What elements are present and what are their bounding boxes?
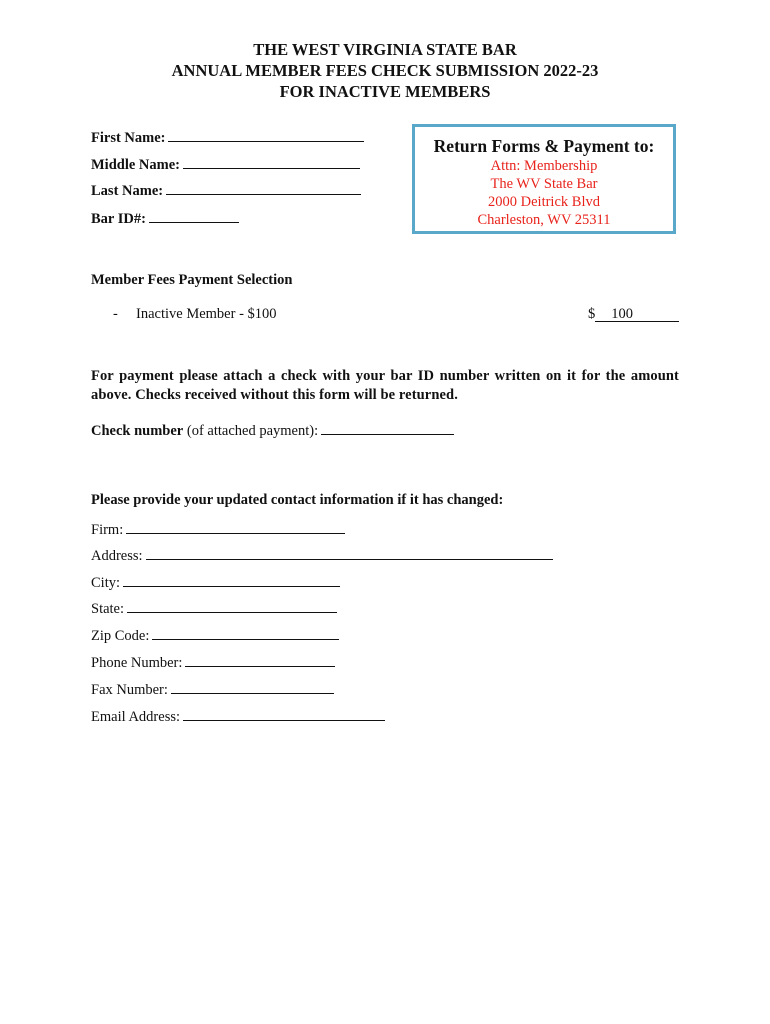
state-field[interactable] <box>127 599 337 613</box>
title-line-3: FOR INACTIVE MEMBERS <box>279 82 491 101</box>
zip-row <box>91 626 339 645</box>
first-name-row <box>91 128 364 147</box>
bar-id-label: Bar ID#: <box>91 211 146 227</box>
bar-id-row <box>91 209 239 228</box>
fax-label: Fax Number: <box>91 682 168 698</box>
last-name-field[interactable] <box>166 181 361 195</box>
return-street: 2000 Deitrick Blvd <box>488 194 600 210</box>
fax-row <box>91 680 334 699</box>
phone-row <box>91 653 335 672</box>
fee-bullet: - <box>113 306 118 322</box>
state-row <box>91 599 337 618</box>
last-name-row <box>91 181 361 200</box>
fee-amount-field[interactable]: 100 <box>595 307 679 322</box>
check-number-sub-label: (of attached payment): <box>186 423 319 439</box>
firm-row <box>91 520 345 539</box>
fee-amount-row <box>588 306 679 323</box>
phone-label: Phone Number: <box>91 655 183 671</box>
first-name-label: First Name: <box>91 130 166 146</box>
check-number-label: Check number <box>91 423 184 439</box>
check-number-field[interactable] <box>321 421 454 435</box>
email-field[interactable] <box>183 707 385 721</box>
middle-name-row <box>91 155 360 174</box>
last-name-label: Last Name: <box>91 183 164 199</box>
firm-label: Firm: <box>91 522 124 538</box>
zip-field[interactable] <box>152 626 339 640</box>
address-field[interactable] <box>146 546 553 560</box>
fee-amount-prefix: $ <box>588 306 596 322</box>
return-box-heading: Return Forms & Payment to: <box>433 136 655 156</box>
address-label: Address: <box>91 548 143 564</box>
zip-label: Zip Code: <box>91 628 150 644</box>
fax-field[interactable] <box>171 680 334 694</box>
state-label: State: <box>91 601 125 617</box>
phone-field[interactable] <box>185 653 335 667</box>
city-row <box>91 573 340 592</box>
firm-field[interactable] <box>126 520 345 534</box>
return-city: Charleston, WV 25311 <box>477 212 611 228</box>
return-attn: Attn: Membership <box>490 158 598 174</box>
check-number-row <box>91 421 454 440</box>
email-row <box>91 707 385 726</box>
return-org: The WV State Bar <box>490 176 598 192</box>
email-label: Email Address: <box>91 709 181 725</box>
payment-instructions: For payment please attach a check with your bar ID number written on it for the amount above. Checks received without this form will be returned. <box>91 368 679 403</box>
middle-name-label: Middle Name: <box>91 157 180 173</box>
city-field[interactable] <box>123 573 340 587</box>
return-address-box <box>412 124 676 234</box>
address-row <box>91 546 553 565</box>
title-line-2: ANNUAL MEMBER FEES CHECK SUBMISSION 2022-23 <box>171 61 599 80</box>
fee-item-label: Inactive Member - $100 <box>136 306 277 322</box>
bar-id-field[interactable] <box>149 209 239 223</box>
middle-name-field[interactable] <box>183 155 360 169</box>
title-line-1: THE WEST VIRGINIA STATE BAR <box>253 40 517 59</box>
city-label: City: <box>91 575 121 591</box>
first-name-field[interactable] <box>168 128 364 142</box>
contact-heading: Please provide your updated contact information if it has changed: <box>91 492 504 508</box>
fees-heading: Member Fees Payment Selection <box>91 272 293 288</box>
